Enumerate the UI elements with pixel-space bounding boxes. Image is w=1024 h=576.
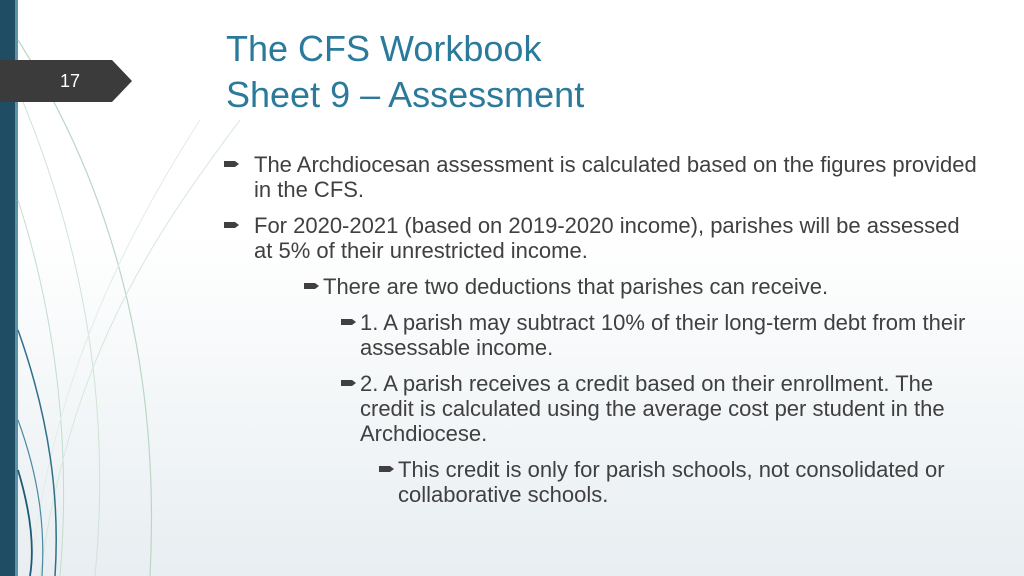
slide-title xyxy=(226,26,986,118)
bullet-item xyxy=(224,274,984,299)
bullet-item xyxy=(224,371,984,446)
bullet-text: This credit is only for parish schools, not consolidated or collaborative schools. xyxy=(398,457,945,507)
slide-number: 17 xyxy=(60,71,81,91)
pencil-bullet-icon xyxy=(224,219,240,231)
pencil-bullet-icon xyxy=(224,158,240,170)
bullet-text: The Archdiocesan assessment is calculated based on the figures provided in the CFS. xyxy=(254,152,977,202)
slide-title-line-1: The CFS Workbook xyxy=(226,28,542,69)
bullet-text: For 2020-2021 (based on 2019-2020 income), parishes will be assessed at 5% of their unrestricted income. xyxy=(254,213,960,263)
pencil-bullet-icon xyxy=(341,316,357,328)
bullet-text: 2. A parish receives a credit based on their enrollment. The credit is calculated using the average cost per student in the Archdiocese. xyxy=(360,371,945,446)
bullet-item xyxy=(224,457,984,507)
bullet-text: 1. A parish may subtract 10% of their long-term debt from their assessable income. xyxy=(360,310,966,360)
bullet-item xyxy=(224,152,984,202)
pencil-bullet-icon xyxy=(304,280,320,292)
slide-title-line-2: Sheet 9 – Assessment xyxy=(226,74,585,115)
pencil-bullet-icon xyxy=(341,377,357,389)
bullet-text: There are two deductions that parishes can receive. xyxy=(323,274,829,299)
slide-content xyxy=(224,152,984,518)
bullet-item xyxy=(224,310,984,360)
bullet-item xyxy=(224,213,984,263)
pencil-bullet-icon xyxy=(379,463,395,475)
